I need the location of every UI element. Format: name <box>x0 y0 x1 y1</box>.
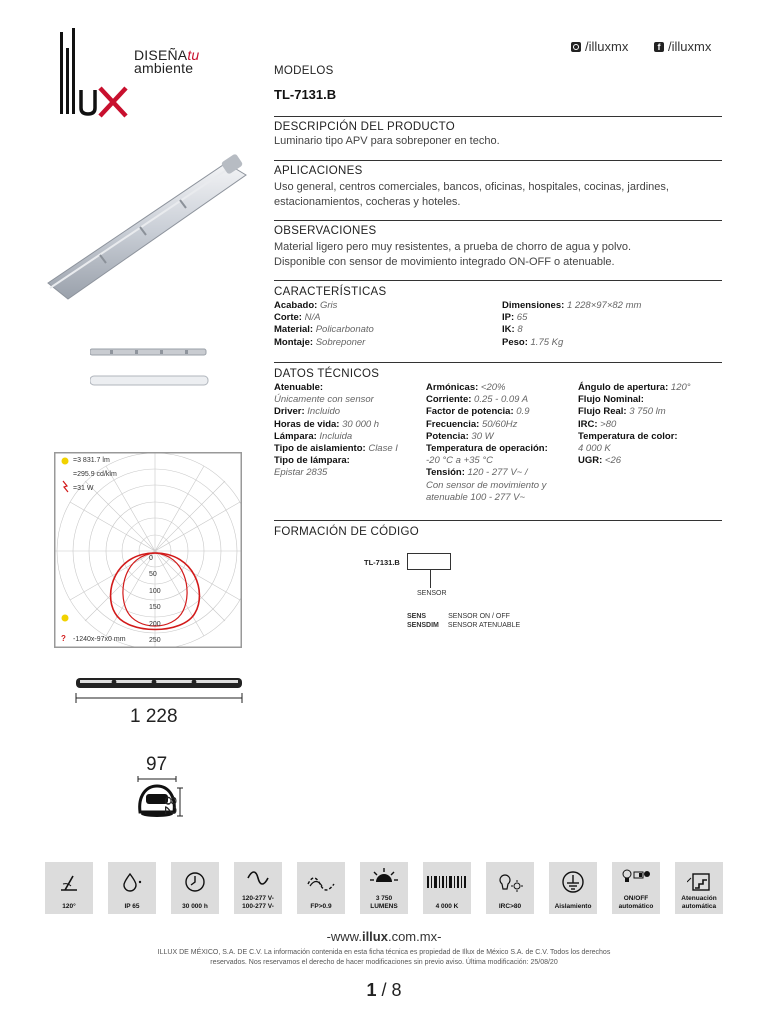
illux-logo <box>48 28 138 118</box>
model-number: TL-7131.B <box>274 87 337 102</box>
dimming-icon <box>687 870 711 892</box>
product-photo <box>40 145 250 315</box>
code-model: TL-7131.B <box>364 558 400 567</box>
photometric-lumens: =3 831.7 lm <box>73 457 110 464</box>
feature-color-temp: 4 000 K <box>423 862 471 914</box>
irc-icon <box>498 870 524 894</box>
drop-icon <box>120 870 144 894</box>
code-connector <box>430 570 431 588</box>
feature-angle: 120° <box>45 862 93 914</box>
legal-notice: ILLUX DE MÉXICO, S.A. DE C.V. La información contenida en esta ficha técnica es propiedad de Illux de México S.A. de C.V. Todos los derechos reservados. Nos reservamos el derecho de hacer modificaciones sin previo aviso. Última modificación: 25/08/20 <box>157 949 611 966</box>
technical-title: DATOS TÉCNICOS <box>274 368 380 380</box>
ground-icon <box>561 870 585 894</box>
feature-dimming: Atenuación automática <box>675 862 723 914</box>
instagram-icon <box>571 42 581 52</box>
technical-col3: Ángulo de apertura: 120° Flujo Nominal: Flujo Real: 3 750 lm IRC: >80 Temperatura de color: 4 000 K UGR: <26 <box>578 382 691 467</box>
technical-col2: Armónicas: <20% Corriente: 0.25 - 0.09 A Factor de potencia: 0.9 Frecuencia: 50/60Hz Potencia: 30 W Temperatura de operación: -20 °C a +35 °C Tensión: 120 - 277 V~ / Con sensor de movimiento y atenuable 100 - 277 V~ <box>426 382 548 503</box>
website-url[interactable]: -www.illux.com.mx- <box>326 929 442 944</box>
applications-title: APLICACIONES <box>274 165 363 177</box>
wave-icon <box>246 866 270 890</box>
divider <box>274 362 722 363</box>
characteristics-left: Acabado: Gris Corte: N/A Material: Policarbonato Montaje: Sobreponer <box>274 300 374 348</box>
code-options: SENS SENSOR ON / OFF SENSDIM SENSOR ATENUABLE <box>407 613 521 629</box>
feature-onoff: ON/OFF automático <box>612 862 660 914</box>
photometric-intensity: =295.9 cd/klm <box>73 471 117 478</box>
feature-power-factor: FP>0.9 <box>297 862 345 914</box>
product-side-views <box>90 346 210 390</box>
description-title: DESCRIPCIÓN DEL PRODUCTO <box>274 121 456 133</box>
divider <box>274 116 722 117</box>
observations-text: Material ligero pero muy resistentes, a prueba de chorro de agua y polvo. Disponible con sensor de movimiento integrado ON-OFF o atenuable. <box>274 241 632 268</box>
brand-tagline: DISEÑAtu ambiente <box>134 47 200 76</box>
photometric-ring-labels: 0 50 100 150 200 250 <box>149 555 161 645</box>
description-text: Luminario tipo APV para sobreponer en techo. <box>274 135 500 147</box>
feature-ip: IP 65 <box>108 862 156 914</box>
facebook-icon: f <box>654 42 664 52</box>
sun-icon <box>370 866 398 888</box>
power-factor-icon <box>306 870 336 894</box>
feature-irc: IRC>80 <box>486 862 534 914</box>
sensor-onoff-icon <box>621 866 651 888</box>
barcode-icon <box>427 874 467 894</box>
clock-icon <box>183 870 207 894</box>
divider <box>274 520 722 521</box>
feature-hours: 30 000 h <box>171 862 219 914</box>
code-sensor-label: SENSOR <box>417 590 447 597</box>
svg-text:?: ? <box>61 634 66 643</box>
angle-icon <box>57 870 81 894</box>
divider <box>274 160 722 161</box>
feature-voltage: 120-277 V- 100-277 V- <box>234 862 282 914</box>
divider <box>274 220 722 221</box>
models-label: MODELOS <box>274 65 334 77</box>
feature-insulation: Aislamiento <box>549 862 597 914</box>
feature-lumens: 3 750 LUMENS <box>360 862 408 914</box>
characteristics-title: CARACTERÍSTICAS <box>274 286 387 298</box>
page-number: 1 / 8 <box>366 980 402 1000</box>
divider <box>274 280 722 281</box>
observations-title: OBSERVACIONES <box>274 225 377 237</box>
photometric-diagram <box>54 452 242 648</box>
photometric-size: -1240x-97x0 mm <box>73 636 126 643</box>
instagram-handle[interactable]: /illuxmx <box>571 39 628 54</box>
code-sensor-box <box>407 553 451 570</box>
applications-text: Uso general, centros comerciales, bancos, oficinas, hospitales, cocinas, jardines, estacionamientos, cocheras y hoteles. <box>274 181 669 208</box>
height-value: 82 <box>161 796 180 815</box>
facebook-handle[interactable]: f /illuxmx <box>654 39 711 54</box>
technical-col1: Atenuable: Únicamente con sensor Driver: Incluido Horas de vida: 30 000 h Lámpara: Incluida Tipo de aislamiento: Clase I Tipo de lámpara: Epistar 2835 <box>274 382 398 479</box>
code-title: FORMACIÓN DE CÓDIGO <box>274 526 419 538</box>
photometric-power: =31 W <box>73 485 94 492</box>
width-value: 97 <box>146 754 168 775</box>
length-value: 1 228 <box>130 706 178 727</box>
characteristics-right: Dimensiones: 1 228×97×82 mm IP: 65 IK: 8 Peso: 1.75 Kg <box>502 300 642 348</box>
length-drawing <box>74 676 246 706</box>
